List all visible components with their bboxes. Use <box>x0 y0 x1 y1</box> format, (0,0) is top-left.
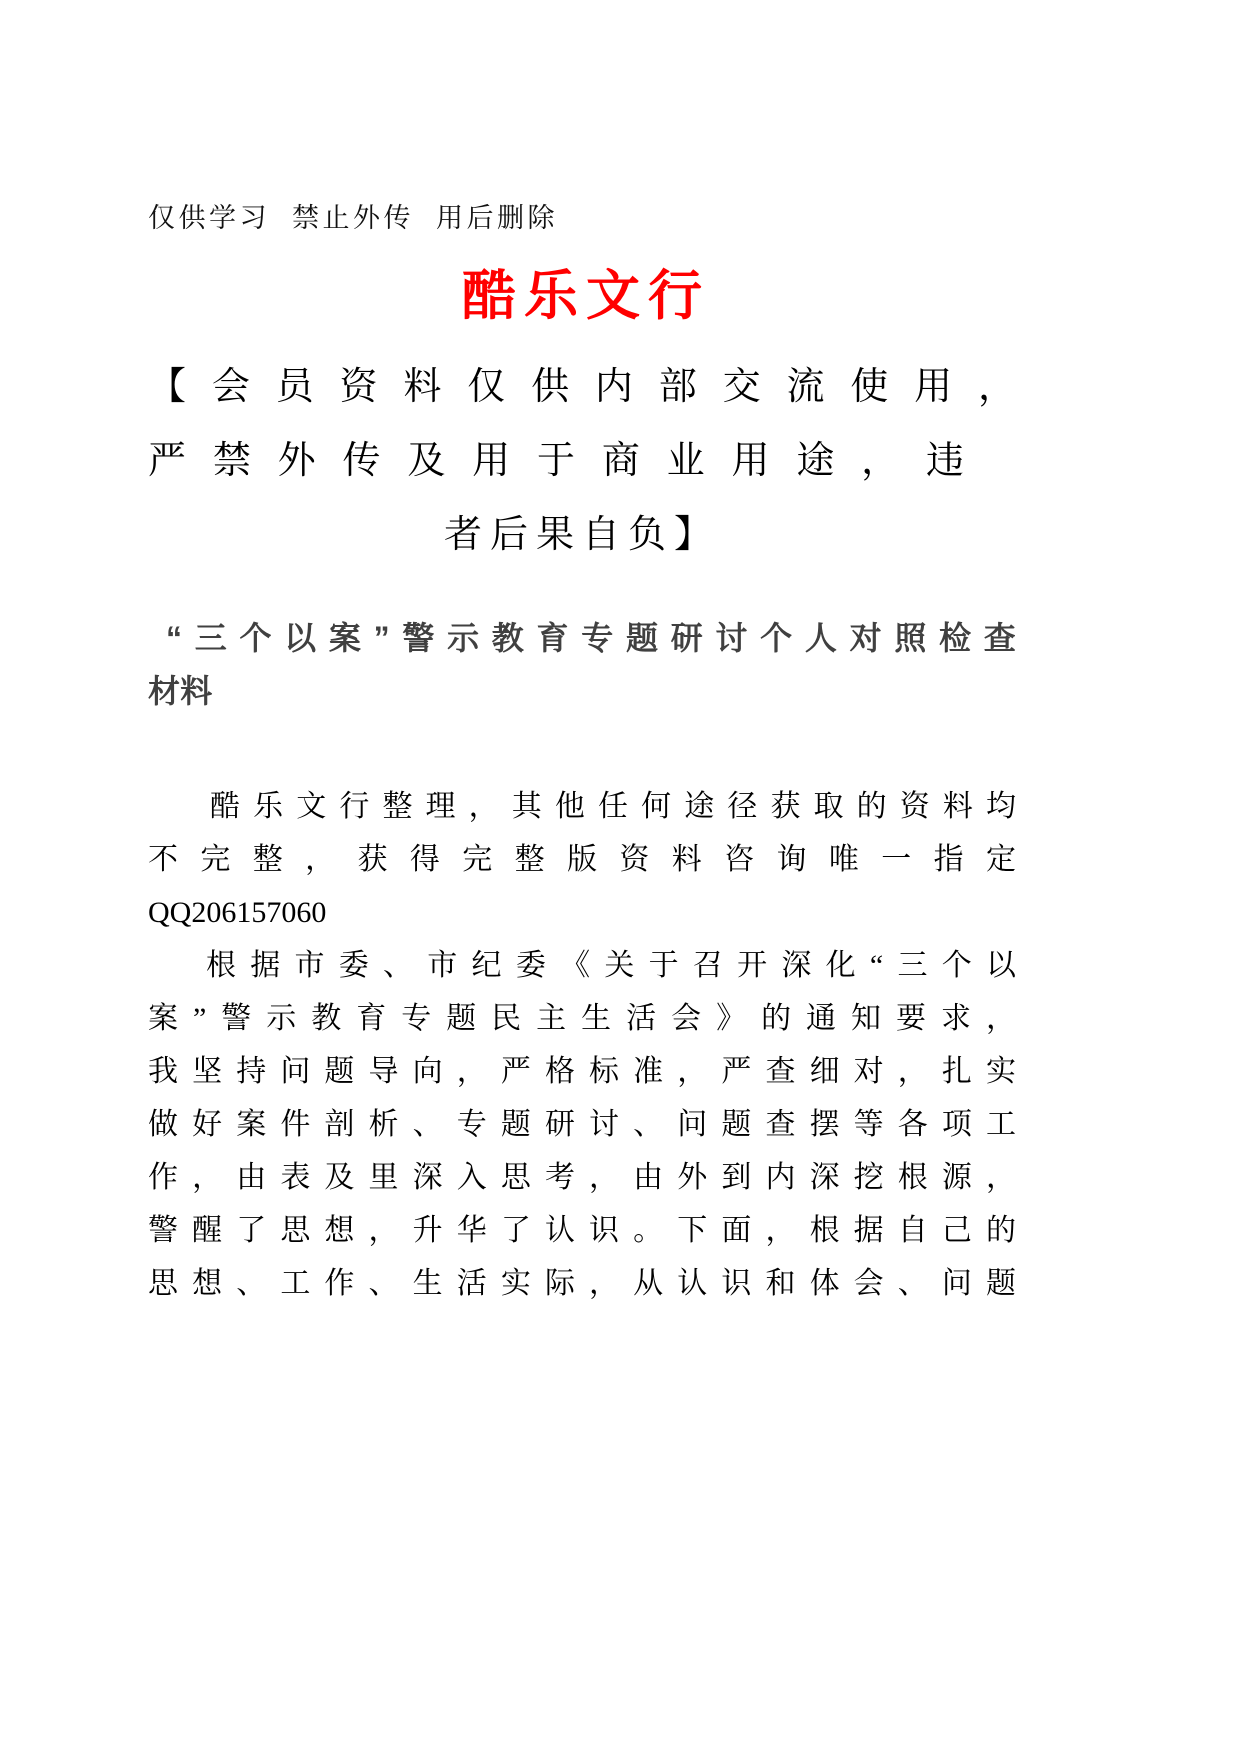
paragraph-intro-line-6: 警醒了思想，升华了认识。下面，根据自己的 <box>148 1214 1016 1247</box>
paragraph-notice-line-1: 酷乐文行整理，其他任何途径获取的资料均 <box>210 790 1016 823</box>
paragraph-intro <box>148 939 1016 1310</box>
paragraph-intro-line-7: 思想、工作、生活实际，从认识和体会、问题 <box>148 1267 1016 1300</box>
membership-disclaimer <box>148 350 1016 572</box>
paragraph-intro-line-1: 根据市委、市纪委《关于召开深化“三个以 <box>206 949 1016 982</box>
paragraph-intro-line-3: 我坚持问题导向，严格标准，严查细对，扎实 <box>148 1055 1016 1088</box>
disclaimer-line-1: 【会员资料仅供内部交流使用， <box>148 366 1016 408</box>
page-title-line-1: “三个以案”警示教育专题研讨个人对照检查 <box>166 620 1016 656</box>
page-title <box>148 612 1016 718</box>
disclaimer-line-2: 严禁外传及用于商业用途，违 <box>148 440 964 482</box>
paragraph-intro-line-4: 做好案件剖析、专题研讨、问题查摆等各项工 <box>148 1108 1016 1141</box>
paragraph-intro-line-5: 作，由表及里深入思考，由外到内深挖根源， <box>148 1161 1016 1194</box>
paragraph-notice-line-2: 不完整，获得完整版资料咨询唯一指定 <box>148 843 1016 876</box>
brand-title: 酷乐文行 <box>462 266 710 326</box>
paragraph-intro-line-2: 案”警示教育专题民主生活会》的通知要求， <box>148 1002 1016 1035</box>
qq-contact: QQ206157060 <box>148 896 327 929</box>
paragraph-notice <box>148 780 1016 939</box>
page-title-line-2: 材料 <box>148 673 213 709</box>
document-content <box>148 0 1016 1310</box>
usage-notice: 仅供学习 禁止外传 用后删除 <box>148 203 559 233</box>
document-body <box>148 780 1016 1310</box>
disclaimer-line-3: 者后果自负】 <box>443 514 720 556</box>
